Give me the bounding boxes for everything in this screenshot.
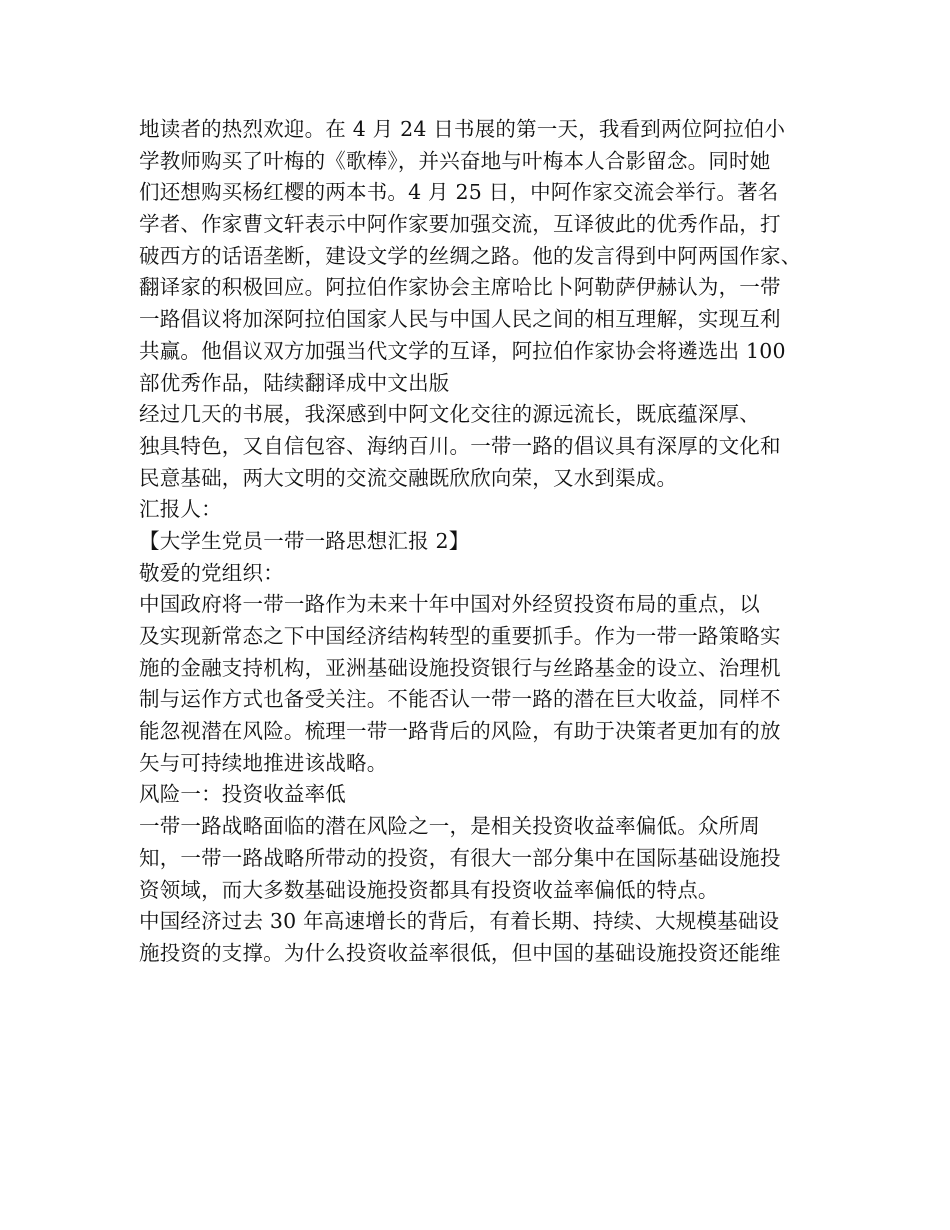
text-line: 知，一带一路战略所带动的投资，有很大一部分集中在国际基础设施投 bbox=[139, 845, 781, 870]
text-line: 地读者的热烈欢迎。在 4 月 24 日书展的第一天，我看到两位阿拉伯小 bbox=[139, 117, 786, 141]
text-line: 施的金融支持机构，亚洲基础设施投资银行与丝路基金的设立、治理机 bbox=[139, 655, 781, 680]
salutation: 敬爱的党组织： bbox=[139, 560, 284, 585]
text-line: 一路倡议将加深阿拉伯国家人民与中国人民之间的相互理解，实现互利 bbox=[139, 307, 781, 332]
text-line: 们还想购买杨红樱的两本书。4 月 25 日，中阿作家交流会举行。著名 bbox=[139, 180, 779, 205]
text-line: 部优秀作品，陆续翻译成中文出版 bbox=[139, 370, 450, 395]
text-line: 破西方的话语垄断，建设文学的丝绸之路。他的发言得到中阿两国作家、 bbox=[139, 243, 802, 268]
text-line: 中国经济过去 30 年高速增长的背后，有着长期、持续、大规模基础设 bbox=[139, 909, 780, 934]
text-line: 资领域，而大多数基础设施投资都具有投资收益率偏低的特点。 bbox=[139, 877, 719, 902]
signature-label: 汇报人： bbox=[139, 497, 222, 522]
text-line: 学教师购买了叶梅的《歌棒》，并兴奋地与叶梅本人合影留念。同时她 bbox=[139, 148, 771, 173]
text-line: 制与运作方式也备受关注。不能否认一带一路的潜在巨大收益，同样不 bbox=[139, 687, 781, 712]
text-line: 共赢。他倡议双方加强当代文学的互译，阿拉伯作家协会将遴选出 100 bbox=[139, 338, 786, 363]
text-line: 及实现新常态之下中国经济结构转型的重要抓手。作为一带一路策略实 bbox=[139, 624, 781, 648]
text-line: 民意基础，两大文明的交流交融既欣欣向荣，又水到渠成。 bbox=[139, 465, 678, 490]
section-heading: 【大学生党员一带一路思想汇报 2】 bbox=[139, 528, 470, 553]
text-line: 能忽视潜在风险。梳理一带一路背后的风险，有助于决策者更加有的放 bbox=[139, 719, 781, 744]
text-line: 矢与可持续地推进该战略。 bbox=[139, 750, 388, 775]
text-line: 施投资的支撑。为什么投资收益率很低，但中国的基础设施投资还能维 bbox=[139, 940, 781, 965]
text-line: 中国政府将一带一路作为未来十年中国对外经贸投资布局的重点，以 bbox=[139, 592, 760, 617]
text-line: 学者、作家曹文轩表示中阿作家要加强交流，互译彼此的优秀作品，打 bbox=[139, 212, 781, 237]
text-line: 经过几天的书展，我深感到中阿文化交往的源远流长，既底蕴深厚、 bbox=[139, 402, 760, 427]
text-line: 翻译家的积极回应。阿拉伯作家协会主席哈比卜阿勒萨伊赫认为，一带 bbox=[139, 275, 781, 300]
text-line: 独具特色，又自信包容、海纳百川。一带一路的倡议具有深厚的文化和 bbox=[139, 433, 781, 458]
text-line: 一带一路战略面临的潜在风险之一，是相关投资收益率偏低。众所周 bbox=[139, 814, 760, 839]
subheading: 风险一：投资收益率低 bbox=[139, 782, 346, 807]
document-body bbox=[139, 114, 819, 970]
